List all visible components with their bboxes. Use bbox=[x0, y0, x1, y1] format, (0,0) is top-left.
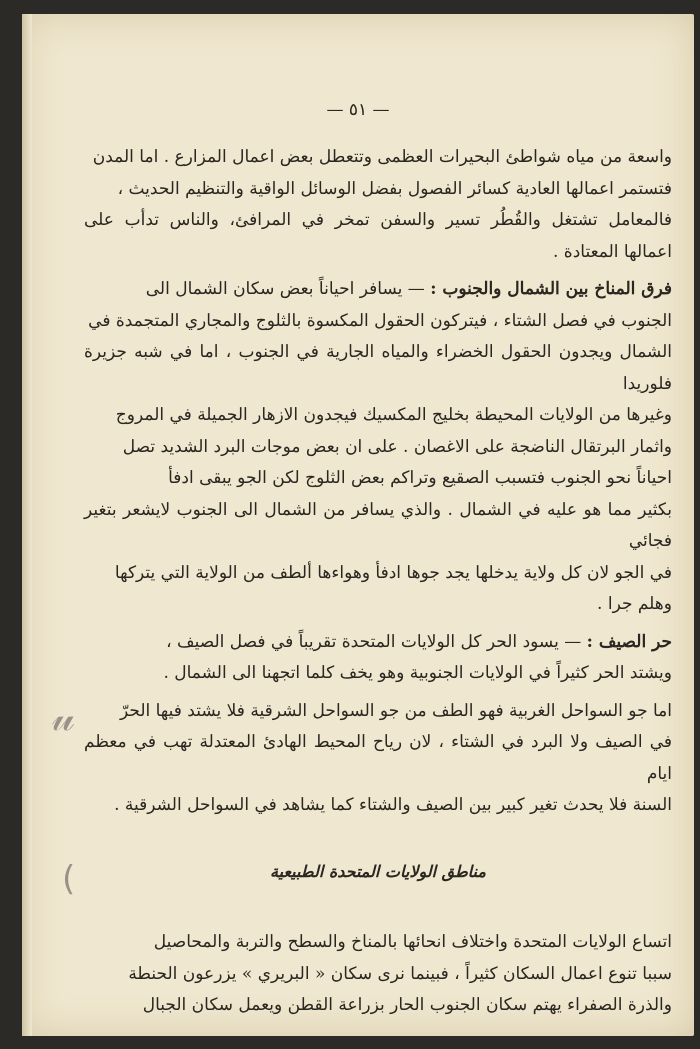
text-line: فالمعامل تشتغل والقُطُر تسير والسفن تمخر في المرافئ، والناس تدأب على اعمالها المعتادة . bbox=[84, 210, 672, 262]
text-line bbox=[84, 274, 672, 306]
text-line: ويشتد الحر كثيراً في الولايات الجنوبية وهو يخف كلما اتجهنا الى الشمال . bbox=[163, 663, 672, 683]
paragraph-1 bbox=[84, 142, 672, 268]
text-line: والذرة الصفراء يهتم سكان الجنوب الحار بزراعة القطن ويعمل سكان الجبال bbox=[142, 995, 672, 1015]
text-run: — يسافر احياناً بعض سكان الشمال الى bbox=[145, 279, 425, 299]
paragraph-2 bbox=[84, 274, 672, 621]
paragraph-heading: حر الصيف : bbox=[586, 631, 672, 652]
page-binding-edge bbox=[22, 14, 32, 1036]
text-line: واسعة من مياه شواطئ البحيرات العظمى وتتعطل بعض اعمال المزارع . اما المدن bbox=[92, 147, 672, 167]
text-line: اما جو السواحل الغربية فهو الطف من جو السواحل الشرقية فلا يشتد فيها الحرّ bbox=[119, 700, 672, 721]
text-line: فتستمر اعمالها العادية كسائر الفصول بفضل الوسائل الواقية والتنظيم الحديث ، bbox=[117, 178, 672, 199]
text-line: في الجو لان كل ولاية يدخلها يجد جوها ادفأ وهواءها ألطف من الولاية التي يتركها bbox=[114, 562, 672, 583]
text-line: السنة فلا يحدث تغير كبير بين الصيف والشتاء كما يشاهد في السواحل الشرقية . bbox=[114, 795, 672, 815]
paragraph-3 bbox=[84, 627, 672, 690]
text-line: واثمار البرتقال الناضجة على الاغصان . على ان بعض موجات البرد الشديد تصل bbox=[122, 436, 672, 457]
text-line: اتساع الولايات المتحدة واختلاف انحائها بالمناخ والسطح والتربة والمحاصيل bbox=[153, 932, 672, 952]
text-line: سببا تنوع اعمال السكان كثيراً ، فبينما نرى سكان « البريري » يزرعون الحنطة bbox=[128, 963, 672, 984]
text-line: بكثير مما هو عليه في الشمال . والذي يسافر من الشمال الى الجنوب لايشعر بتغير فجائي bbox=[84, 499, 672, 551]
text-line bbox=[84, 627, 672, 659]
text-line: في الصيف ولا البرد في الشتاء ، لان رياح المحيط الهادئ المعتدلة تهب في معظم ايام bbox=[84, 732, 672, 784]
page-body bbox=[84, 142, 672, 1022]
paragraph-4 bbox=[84, 696, 672, 822]
bracket-mark: ( bbox=[62, 859, 76, 899]
section-title: مناطق الولايات المتحدة الطبيعية bbox=[270, 861, 486, 881]
text-line: وغيرها من الولايات المحيطة بخليج المكسيك فيجدون الازهار الجميلة في المروج bbox=[115, 405, 672, 425]
book-page bbox=[22, 14, 694, 1036]
pencil-mark: 𝓊 bbox=[52, 694, 75, 740]
text-run: — يسود الحر كل الولايات المتحدة تقريباً في فصل الصيف ، bbox=[166, 631, 582, 652]
text-line: احياناً نحو الجنوب فتسبب الصقيع وتراكم بعض الثلوج لكن الجو يبقى ادفأ bbox=[168, 468, 672, 488]
page-number: — ٥١ — bbox=[326, 100, 390, 120]
text-line: وهلم جرا . bbox=[597, 594, 672, 614]
paragraph-heading: فرق المناخ بين الشمال والجنوب : bbox=[430, 279, 672, 299]
paragraph-5 bbox=[84, 927, 672, 1022]
text-line: الشمال ويجدون الحقول الخضراء والمياه الجارية في الجنوب ، اما في شبه جزيرة فلوريدا bbox=[84, 342, 672, 394]
text-line: الجنوب في فصل الشتاء ، فيتركون الحقول المكسوة بالثلوج والمجاري المتجمدة في bbox=[88, 310, 672, 331]
